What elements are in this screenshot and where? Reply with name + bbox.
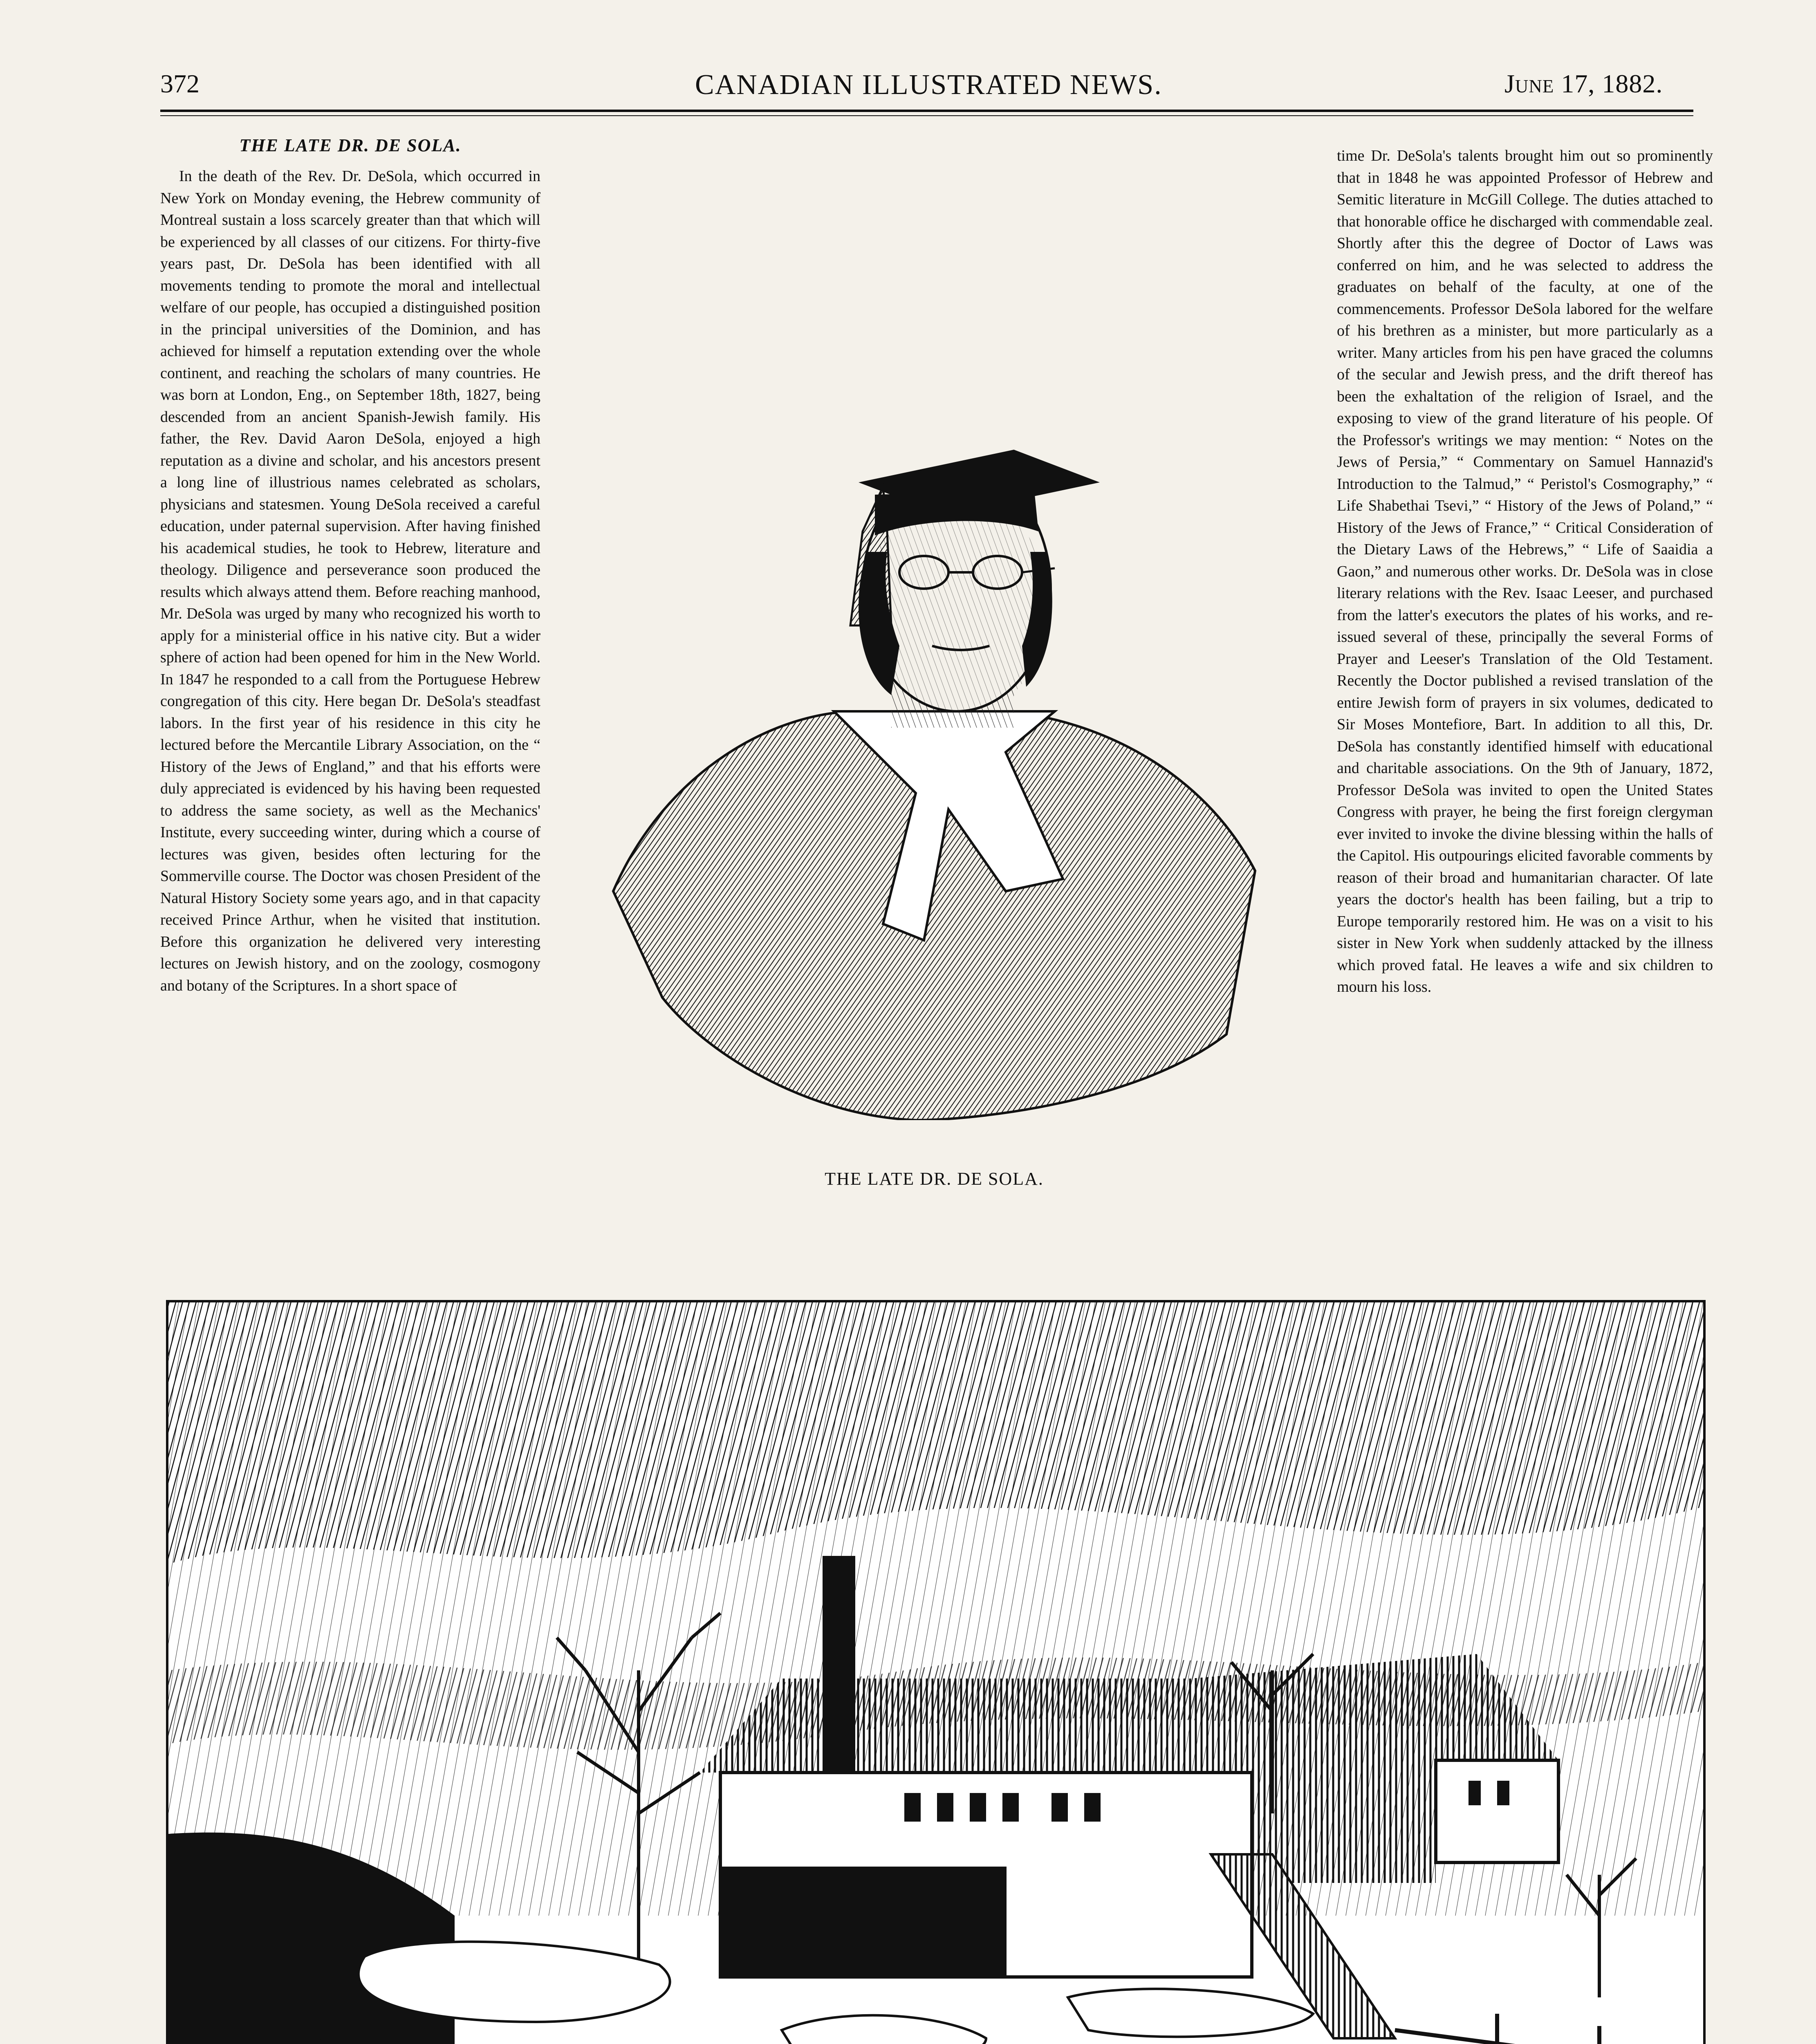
right-column (1337, 145, 1713, 998)
article-text-right: time Dr. DeSola's talents brought him out so prominently that in 1848 he was appointed Professor of Hebrew and Semitic literature in McGill College. The duties attached to that honorable office he discharged with commendable zeal. Shortly after this the degree of Doctor of Laws was conferred on him, and he was selected to address the graduates on behalf of the faculty, at one of the commencements. Professor DeSola labored for the welfare of his brethren as a minister, but more particularly as a writer. Many articles from his pen have graced the columns of the secular and Jewish press, and the drift thereof has been the exhaltation of the religion of Israel, and the exposing to view of the grand literature of his people. Of the Professor's writings we may mention: “ Notes on the Jews of Persia,” “ Commentary on Samuel Hannazid's Introduction to the Talmud,” “ Peristol's Cosmography,” “ Life Shabethai Tsevi,” “ History of the Jews of Poland,” “ History of the Jews of France,” “ Critical Consideration of the Dietary Laws of the Hebrews,” “ Life of Saaidia a Gaon,” and numerous other works. Dr. DeSola was in close literary relations with the Rev. Isaac Leeser, and purchased from the latter's executors the plates of his works, and re-issued several of these, principally the several Forms of Prayer and Leeser's Translation of the Old Testament. Recently the Doctor published a revised translation of the entire Jewish form of prayers in six volumes, dedicated to Sir Moses Montefiore, Bart. In addition to all this, Dr. DeSola has constantly identified himself with educational and charitable associations. On the 9th of January, 1872, Professor DeSola was invited to open the United States Congress with prayer, he being the first foreign clergyman ever invited to invoke the divine blessing within the halls of the Capitol. His outpourings elicited favorable comments by reason of their broad and humanitarian character. Of late years the doctor's health has been failing, but a trip to Europe temporarily restored him. He was on a visit to his sister in New York when suddenly attacked by the illness which proved fatal. He leaves a wife and six children to mourn his loss. (1337, 147, 1713, 995)
header-rule-thin (160, 115, 1693, 116)
page-number: 372 (160, 69, 200, 98)
article-text-left: In the death of the Rev. Dr. DeSola, which occurred in New York on Monday evening, the Hebrew community of Montreal sustain a loss scarcely greater than that which will be experienced by all classes of our citizens. For thirty-five years past, Dr. DeSola has been identified with all movements tending to promote the moral and intellectual welfare of our people, has occupied a distinguished position in the principal universities of the Dominion, and has achieved for himself a reputation extending over the whole continent, and reaching the scholars of many countries. He was born at London, Eng., on September 18th, 1827, being descended from an ancient Spanish-Jewish family. His father, the Rev. David Aaron DeSola, enjoyed a high reputation as a divine and scholar, and his ancestors present a long line of illustrious names celebrated as scholars, physicians and statesmen. Young DeSola received a careful education, under paternal supervision. After having finished his academical studies, he took to Hebrew, literature and theology. Diligence and perseverance soon produced the results which always attend them. Before reaching manhood, Mr. DeSola was urged by many who recognized his worth to apply for a ministerial office in his native city. But a wider sphere of action had been opened for him in the New World. In 1847 he responded to a call from the Portuguese Hebrew congregation of this city. Here began Dr. DeSola's steadfast labors. In the first year of his residence in this city he lectured before the Mercantile Library Association, on the “ History of the Jews of England,” and that his efforts were duly appreciated is evidenced by his having been requested to address the same society, as well as the Mechanics' Institute, every succeeding winter, during which a course of lectures was given, besides often lecturing for the Sommerville course. The Doctor was chosen President of the Natural History Society some years ago, and in that capacity received Prince Arthur, when he visited that institution. Before this organization he delivered very interesting lectures on Jewish history, and on the zoology, cosmogony and botany of the Scriptures. In a short space of (160, 168, 540, 994)
header-rule (160, 110, 1693, 112)
left-column (160, 135, 540, 997)
mill-engraving (166, 1300, 1706, 2044)
article-title: THE LATE DR. DE SOLA. (239, 135, 462, 155)
issue-date: June 17, 1882. (1504, 69, 1663, 98)
masthead: CANADIAN ILLUSTRATED NEWS. (695, 69, 1162, 101)
portrait-caption: THE LATE DR. DE SOLA. (825, 1169, 1044, 1189)
portrait-engraving (605, 360, 1263, 1120)
